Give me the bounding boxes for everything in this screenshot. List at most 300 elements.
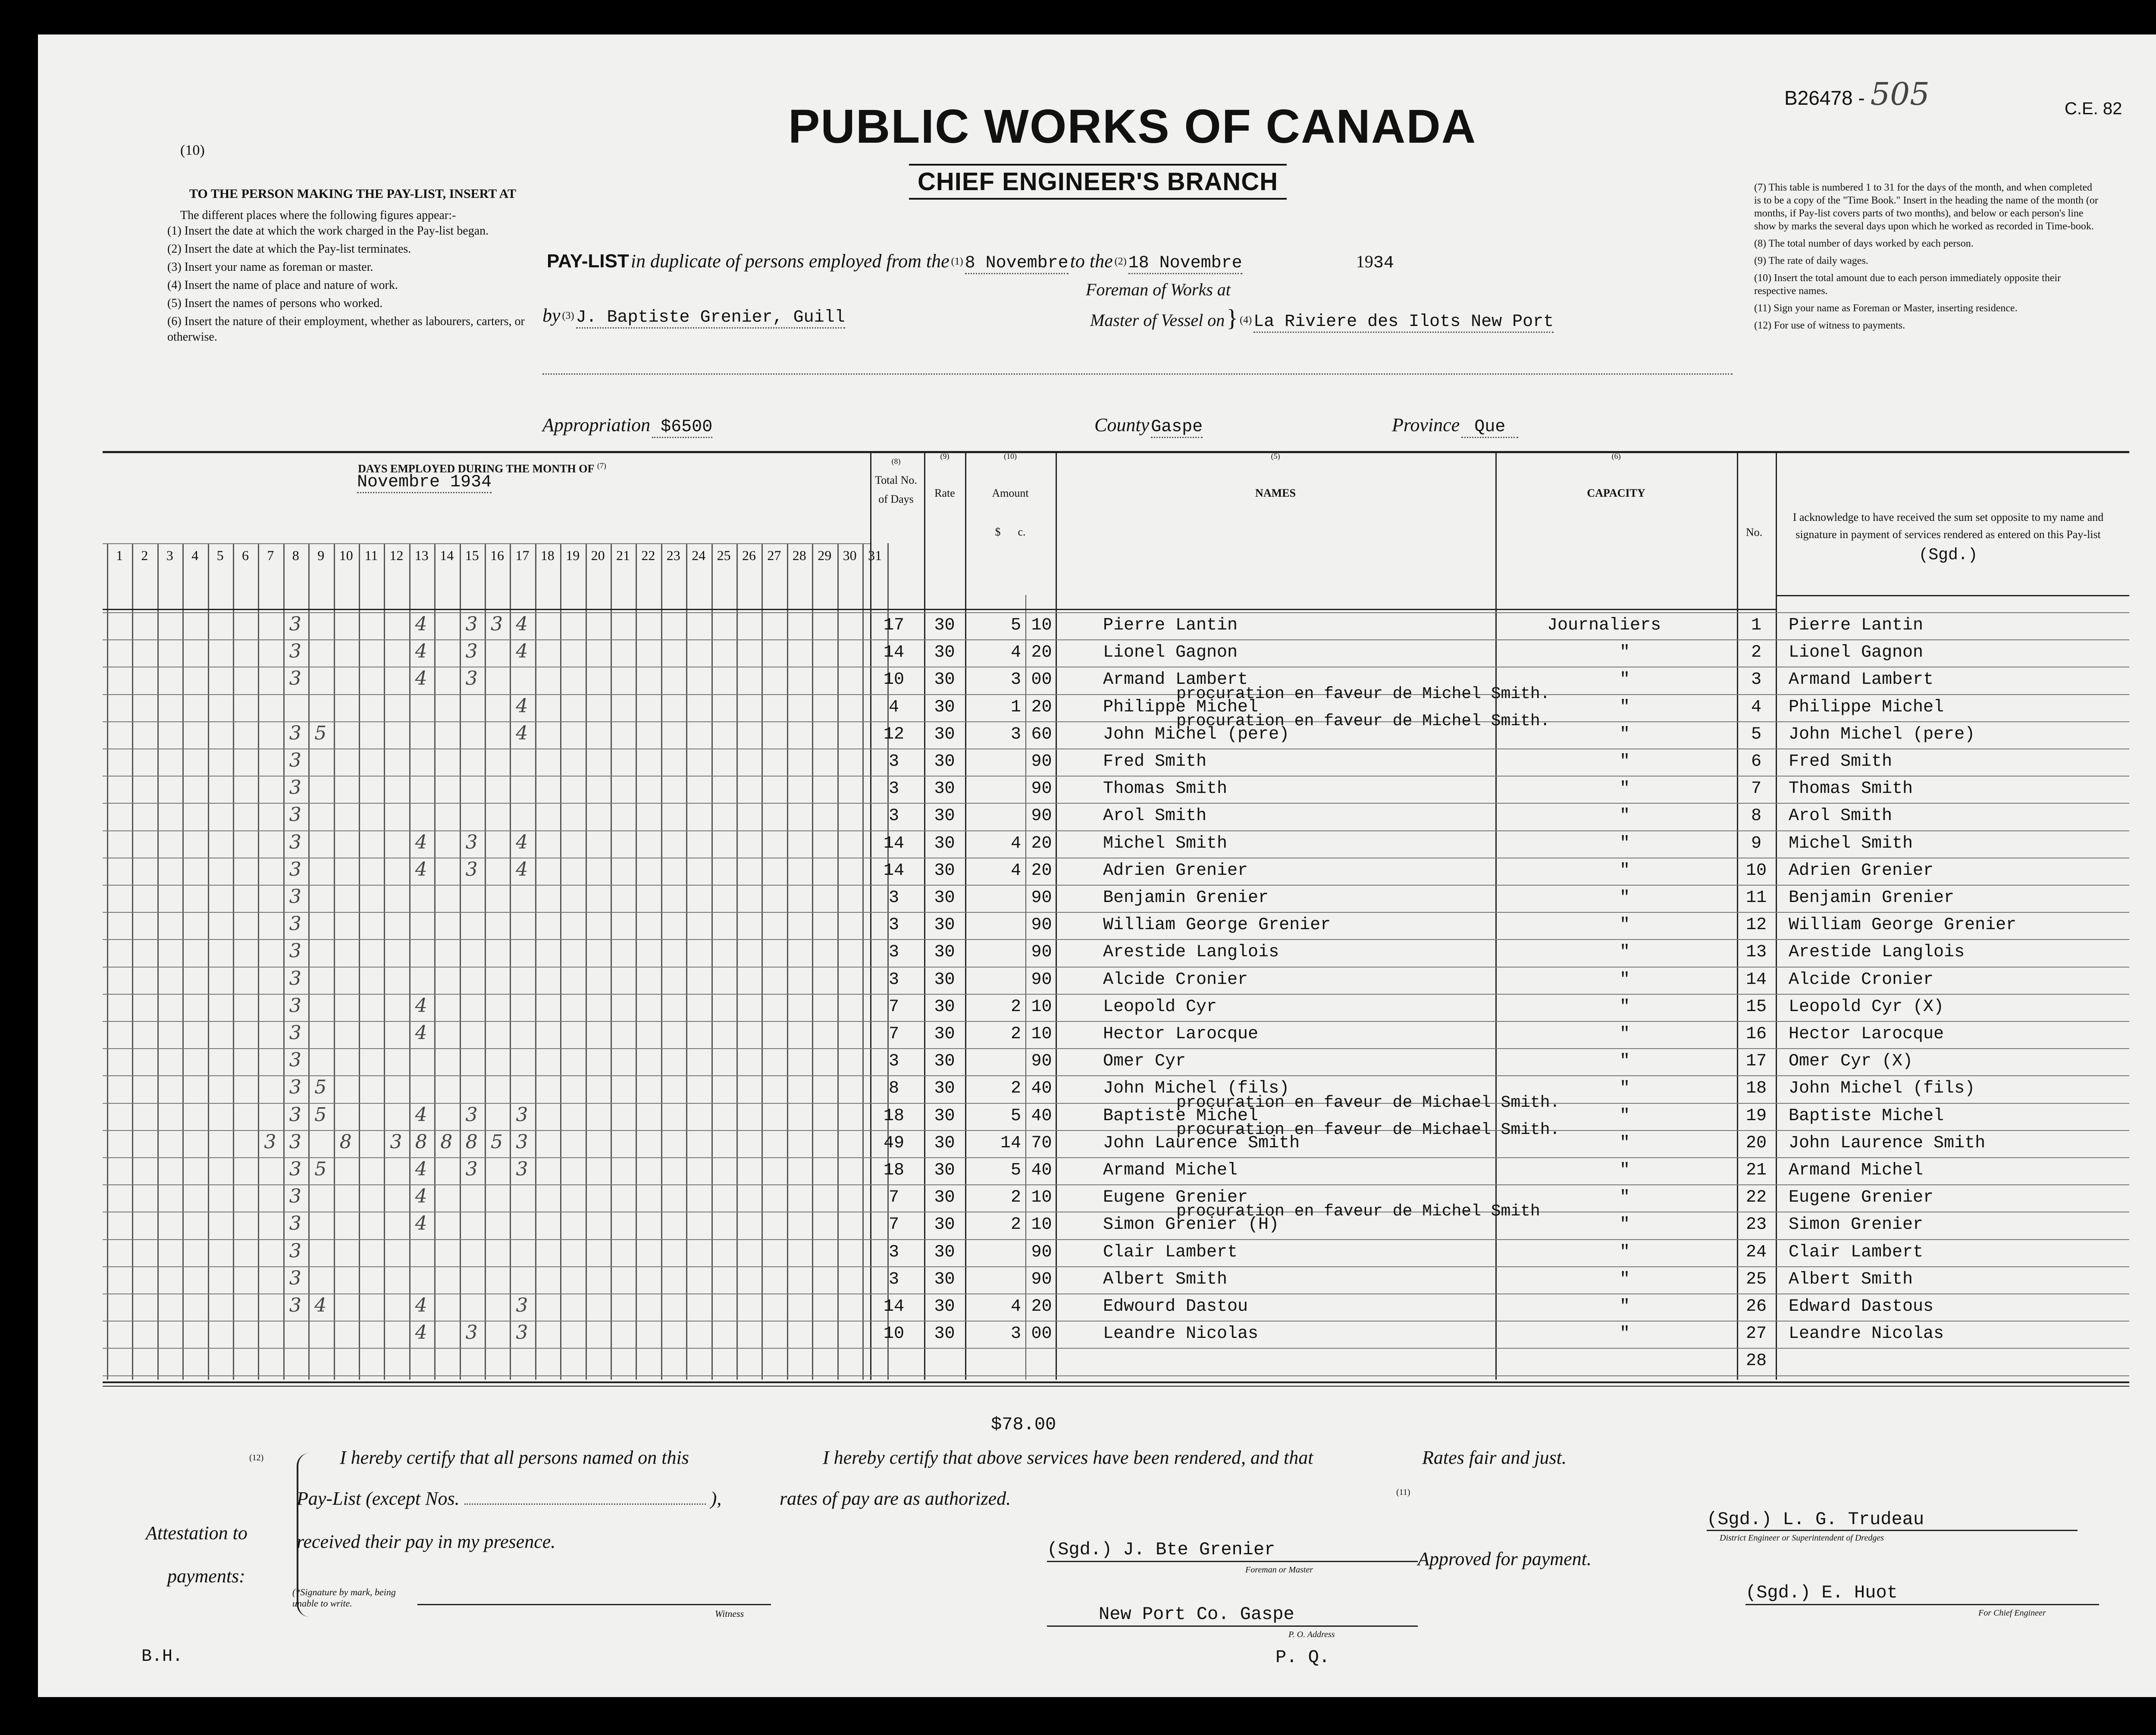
total-days: 3 <box>888 888 899 908</box>
footnote-12: (12) <box>249 1453 264 1463</box>
signature-name: Edward Dastous <box>1789 1297 1934 1316</box>
capacity: " <box>1619 888 1630 908</box>
chief-sign-line <box>1745 1604 2099 1605</box>
amount-cents: 90 <box>1031 806 1052 826</box>
day-column-line <box>510 543 511 1380</box>
day-column-line <box>560 543 561 1380</box>
year: 34 <box>1373 254 1394 273</box>
rate: 30 <box>934 1324 955 1344</box>
signature-name: Simon Grenier <box>1789 1215 1924 1235</box>
day-mark: 3 <box>289 749 301 771</box>
amount-dollars: 5 <box>1010 1161 1021 1180</box>
rate: 30 <box>934 1024 955 1044</box>
rate: 30 <box>934 997 955 1017</box>
chief-engineer-label: For Chief Engineer <box>1978 1608 2046 1618</box>
right-instructions <box>1754 181 2099 332</box>
day-mark: 4 <box>415 640 427 663</box>
rate-header: (9) Rate <box>934 452 955 499</box>
foreman-sign-line <box>1047 1561 1418 1562</box>
to-date: 18 Novembre <box>1128 254 1242 274</box>
day-mark: 3 <box>289 1267 301 1289</box>
column-line <box>1737 453 1738 1380</box>
row-rule <box>103 721 2129 722</box>
day-mark: 3 <box>289 858 301 880</box>
employee-name: Edwourd Dastou <box>1103 1297 1248 1316</box>
total-days: 18 <box>883 1106 904 1126</box>
amount-header: (10) Amount $ c. <box>992 452 1029 538</box>
day-column-line <box>157 543 159 1380</box>
amount-dollars: 3 <box>1010 1324 1021 1344</box>
procuration-note: procuration en faveur de Michael Smith. <box>1176 1120 1560 1139</box>
day-column-line <box>359 543 360 1380</box>
day-mark: 5 <box>314 722 327 744</box>
day-column-line <box>485 543 486 1380</box>
amount-cents: 60 <box>1031 724 1052 744</box>
day-mark: 3 <box>289 1131 301 1153</box>
day-mark: 3 <box>289 940 301 962</box>
rate: 30 <box>934 616 955 635</box>
signature-name: Fred Smith <box>1789 752 1893 771</box>
signature-name: Benjamin Grenier <box>1789 888 1955 908</box>
total-days: 10 <box>883 670 904 690</box>
row-rule <box>103 994 2129 995</box>
employee-name: Philippe Michel <box>1103 697 1259 717</box>
day-mark: 3 <box>465 1322 478 1344</box>
capacity: Journaliers <box>1547 616 1661 635</box>
province-line: Province Que <box>1392 414 1518 437</box>
day-mark: 4 <box>415 1158 427 1180</box>
day-mark: 4 <box>516 858 528 880</box>
row-rule <box>103 1103 2129 1104</box>
signature-name: Leandre Nicolas <box>1789 1324 1944 1344</box>
day-mark: 4 <box>415 1185 427 1208</box>
amount-cents: 40 <box>1031 1161 1052 1180</box>
employee-name: Fred Smith <box>1103 752 1207 771</box>
signature-name: Eugene Grenier <box>1789 1188 1934 1208</box>
employee-name: Eugene Grenier <box>1103 1188 1248 1208</box>
day-number: 28 <box>792 548 806 563</box>
rate: 30 <box>934 915 955 935</box>
row-rule <box>103 1293 2129 1294</box>
day-mark: 3 <box>289 804 301 826</box>
day-mark: 4 <box>516 695 528 717</box>
row-number: 11 <box>1745 888 1767 908</box>
amount-dollars: 2 <box>1010 1188 1021 1208</box>
payments-label: payments: <box>167 1566 245 1587</box>
day-number: 14 <box>440 548 454 563</box>
day-number: 25 <box>717 548 731 563</box>
ack-header-rule <box>1776 595 2129 596</box>
amount-dollars: 2 <box>1010 1079 1021 1099</box>
day-number: 22 <box>641 548 655 563</box>
foreman-name: J. Baptiste Grenier, Guill <box>576 308 845 329</box>
amount-dollars: 3 <box>1010 670 1021 690</box>
page-title: PUBLIC WORKS OF CANADA <box>788 100 1477 153</box>
amount-cents: 10 <box>1031 1188 1052 1208</box>
rate: 30 <box>934 1242 955 1262</box>
by-line: by $^{(3)}$ J. Baptiste Grenier, Guill <box>542 304 845 327</box>
capacity: " <box>1619 697 1630 717</box>
signature-name: Alcide Cronier <box>1789 970 1934 990</box>
instruction-item: (3) Insert your name as foreman or master. <box>167 260 373 274</box>
days-heading: DAYS EMPLOYED DURING THE MONTH OF $^{(7)}$ <box>358 461 606 475</box>
day-number: 30 <box>843 548 857 563</box>
signature-name: Armand Lambert <box>1789 670 1934 690</box>
procuration-note: procuration en faveur de Michel Smith <box>1176 1202 1540 1221</box>
rate: 30 <box>934 1215 955 1235</box>
day-mark: 3 <box>289 886 301 908</box>
appropriation-amount: $6500 <box>652 417 712 438</box>
day-mark: 4 <box>415 1294 427 1316</box>
day-column-line <box>837 543 839 1380</box>
procuration-note: procuration en faveur de Michel Smith. <box>1176 684 1550 703</box>
address-line <box>1047 1625 1418 1627</box>
rate: 30 <box>934 943 955 962</box>
day-mark: 4 <box>415 1103 427 1126</box>
day-column-line <box>636 543 637 1380</box>
amount-cents: 90 <box>1031 970 1052 990</box>
initials: B.H. <box>141 1647 183 1666</box>
rate: 30 <box>934 806 955 826</box>
day-mark: 3 <box>390 1131 402 1153</box>
reference-number: B26478 - 505 <box>1784 76 1930 112</box>
amount-cents: 20 <box>1031 833 1052 853</box>
day-mark: 3 <box>289 1103 301 1126</box>
day-column-line <box>409 543 411 1380</box>
row-number: 24 <box>1745 1242 1767 1262</box>
capacity: " <box>1619 915 1630 935</box>
day-mark: 3 <box>465 831 478 853</box>
row-number: 12 <box>1745 915 1767 935</box>
from-date: 8 Novembre <box>965 254 1069 274</box>
rates-authorized: rates of pay are as authorized. <box>780 1488 1011 1509</box>
row-number: 26 <box>1745 1297 1767 1316</box>
total-days: 17 <box>883 616 904 635</box>
amount-cents: 90 <box>1031 943 1052 962</box>
amount-cents: 40 <box>1031 1106 1052 1126</box>
capacity: " <box>1619 861 1630 880</box>
total-days: 3 <box>888 779 899 799</box>
signature-name: Philippe Michel <box>1789 697 1944 717</box>
employee-name: John Laurence Smith <box>1103 1133 1300 1153</box>
amount-dollars: 3 <box>1010 724 1021 744</box>
capacity: " <box>1619 806 1630 826</box>
employee-name: Adrien Grenier <box>1103 861 1248 880</box>
day-mark: 5 <box>314 1076 327 1099</box>
day-number: 13 <box>414 548 429 563</box>
day-column-line <box>787 543 788 1380</box>
day-number: 10 <box>339 548 353 563</box>
day-mark: 3 <box>289 1022 301 1044</box>
capacity: " <box>1619 1024 1630 1044</box>
paylist-except: Pay-List (except Nos. ), <box>297 1488 722 1509</box>
witness-label: Witness <box>715 1608 744 1619</box>
cents-line <box>1025 595 1026 1380</box>
day-mark: 3 <box>289 1212 301 1235</box>
day-header-rule <box>103 543 870 544</box>
day-column-line <box>182 543 184 1380</box>
day-mark: 4 <box>415 1212 427 1235</box>
row-rule <box>103 1048 2129 1049</box>
day-column-line <box>434 543 436 1380</box>
total-days: 7 <box>888 1188 899 1208</box>
row-rule <box>103 1321 2129 1322</box>
po-address: New Port Co. Gaspe <box>1099 1604 1294 1625</box>
amount-dollars: 4 <box>1010 643 1021 663</box>
mark-note: (*Signature by mark, being unable to write. <box>292 1587 396 1609</box>
certify-left: I hereby certify that all persons named on this <box>340 1447 689 1468</box>
employee-name: Simon Grenier (H) <box>1103 1215 1279 1235</box>
day-column-line <box>384 543 385 1380</box>
day-mark: 4 <box>314 1294 327 1316</box>
row-number: 17 <box>1745 1052 1767 1071</box>
signature-name: John Laurence Smith <box>1789 1133 1986 1153</box>
day-mark: 8 <box>339 1131 352 1153</box>
capacity: " <box>1619 1079 1630 1099</box>
employee-name: Armand Michel <box>1103 1161 1238 1180</box>
signature-name: John Michel (pere) <box>1789 724 1975 744</box>
total-days: 10 <box>883 1324 904 1344</box>
employee-name: John Michel (pere) <box>1103 724 1290 744</box>
day-number: 21 <box>616 548 630 563</box>
approved-payment: Approved for payment. <box>1418 1548 1592 1569</box>
day-mark: 4 <box>516 640 528 663</box>
day-number: 24 <box>692 548 706 563</box>
day-number: 26 <box>742 548 756 563</box>
row-rule <box>103 912 2129 913</box>
day-column-line <box>736 543 738 1380</box>
amount-cents: 40 <box>1031 1079 1052 1099</box>
day-mark: 3 <box>465 640 478 663</box>
month-value: Novembre 1934 <box>357 473 492 493</box>
total-days: 8 <box>888 1079 899 1099</box>
signature-name: Armand Michel <box>1789 1161 1924 1180</box>
rate: 30 <box>934 752 955 771</box>
rate: 30 <box>934 724 955 744</box>
row-number: 25 <box>1745 1269 1767 1289</box>
day-mark: 3 <box>516 1103 528 1126</box>
capacity-header: (6) CAPACITY <box>1587 452 1645 499</box>
row-rule <box>103 639 2129 640</box>
row-number: 4 <box>1751 697 1761 717</box>
row-number: 8 <box>1751 806 1761 826</box>
capacity: " <box>1619 1052 1630 1071</box>
capacity: " <box>1619 724 1630 744</box>
chief-signature: (Sgd.) E. Huot <box>1745 1582 1898 1603</box>
procuration-note: procuration en faveur de Michael Smith. <box>1176 1093 1560 1112</box>
capacity: " <box>1619 670 1630 690</box>
rate: 30 <box>934 643 955 663</box>
capacity: " <box>1619 1188 1630 1208</box>
row-number: 28 <box>1745 1351 1767 1371</box>
employee-name: Benjamin Grenier <box>1103 888 1269 908</box>
employee-name: John Michel (fils) <box>1103 1079 1290 1099</box>
total-days: 3 <box>888 1052 899 1071</box>
instruction-item: (6) Insert the nature of their employment, whether as labourers, carters, or otherwise. <box>167 315 525 344</box>
signature-name: Omer Cyr (X) <box>1789 1052 1913 1071</box>
day-mark: 3 <box>516 1322 528 1344</box>
grand-total: $78.00 <box>991 1414 1056 1435</box>
day-number: 8 <box>292 548 299 563</box>
day-number: 2 <box>141 548 148 563</box>
day-number: 4 <box>191 548 199 563</box>
row-number: 21 <box>1745 1161 1767 1180</box>
signature-name: Thomas Smith <box>1789 779 1913 799</box>
capacity: " <box>1619 643 1630 663</box>
day-column-line <box>535 543 536 1380</box>
day-mark: 3 <box>465 613 478 635</box>
capacity: " <box>1619 943 1630 962</box>
signature-name: Lionel Gagnon <box>1789 643 1924 663</box>
instruction-item: (12) For use of witness to payments. <box>1754 320 1905 331</box>
day-mark: 3 <box>289 994 301 1017</box>
branch-subtitle: CHIEF ENGINEER'S BRANCH <box>909 164 1287 200</box>
total-days: 3 <box>888 806 899 826</box>
row-number: 22 <box>1745 1188 1767 1208</box>
row-rule <box>103 967 2129 968</box>
day-column-line <box>761 543 763 1380</box>
signature-name: Leopold Cyr (X) <box>1789 997 1944 1017</box>
total-days-header: (8) Total No. of Days <box>875 457 917 505</box>
employee-name: Leopold Cyr <box>1103 997 1217 1017</box>
amount-dollars: 4 <box>1010 1297 1021 1316</box>
row-rule <box>103 1348 2129 1349</box>
row-number: 14 <box>1745 970 1767 990</box>
employee-name: Clair Lambert <box>1103 1242 1238 1262</box>
rate: 30 <box>934 888 955 908</box>
day-mark: 5 <box>314 1158 327 1180</box>
amount-dollars: 4 <box>1010 833 1021 853</box>
day-number: 23 <box>666 548 680 563</box>
day-number: 29 <box>818 548 832 563</box>
day-mark: 4 <box>516 613 528 635</box>
day-column-line <box>586 543 587 1380</box>
employee-name: Arestide Langlois <box>1103 943 1279 962</box>
amount-dollars: 14 <box>1000 1133 1021 1153</box>
amount-cents: 10 <box>1031 1024 1052 1044</box>
rate: 30 <box>934 1133 955 1153</box>
instruction-item: (4) Insert the name of place and nature of work. <box>167 279 398 292</box>
row-number: 5 <box>1751 724 1761 744</box>
row-number: 15 <box>1745 997 1767 1017</box>
amount-dollars: 2 <box>1010 1024 1021 1044</box>
total-days: 3 <box>888 915 899 935</box>
day-number: 1 <box>116 548 123 563</box>
row-rule <box>103 1266 2129 1267</box>
amount-cents: 10 <box>1031 616 1052 635</box>
day-number: 11 <box>364 548 378 563</box>
day-number: 12 <box>389 548 404 563</box>
employee-name: Baptiste Michel <box>1103 1106 1259 1126</box>
instructions-heading: TO THE PERSON MAKING THE PAY-LIST, INSERT AT <box>189 187 517 201</box>
day-mark: 4 <box>415 1022 427 1044</box>
row-rule <box>103 1157 2129 1158</box>
row-number: 7 <box>1751 779 1761 799</box>
amount-dollars: 5 <box>1010 1106 1021 1126</box>
rate: 30 <box>934 833 955 853</box>
amount-dollars: 2 <box>1010 1215 1021 1235</box>
amount-cents: 90 <box>1031 888 1052 908</box>
instruction-item: (7) This table is numbered 1 to 31 for the days of the month, and when completed is to be a copy of the "Time Book." Insert in the heading the name of the month (or months, if Pay-list covers parts of two months), and below or each person's line show by marks the several days upon which he worked as recorded in Time-book. <box>1754 182 2098 232</box>
total-days: 18 <box>883 1161 904 1180</box>
day-mark: 4 <box>516 831 528 853</box>
instruction-item: (9) The rate of daily wages. <box>1754 255 1868 266</box>
capacity: " <box>1619 970 1630 990</box>
amount-cents: 20 <box>1031 697 1052 717</box>
amount-cents: 20 <box>1031 861 1052 880</box>
rate: 30 <box>934 697 955 717</box>
row-rule <box>103 1075 2129 1076</box>
day-mark: 3 <box>289 1240 301 1262</box>
total-days: 3 <box>888 943 899 962</box>
employee-name: William George Grenier <box>1103 915 1331 935</box>
day-mark: 3 <box>465 667 478 690</box>
instruction-item: (11) Sign your name as Foreman or Master, inserting residence. <box>1754 303 2018 314</box>
day-mark: 3 <box>289 831 301 853</box>
day-mark: 5 <box>314 1103 327 1126</box>
row-number: 1 <box>1751 616 1761 635</box>
table-bottom-rule <box>103 1381 2129 1383</box>
day-number: 6 <box>242 548 249 563</box>
day-column-line <box>661 543 662 1380</box>
day-mark: 3 <box>289 1076 301 1099</box>
row-rule <box>103 748 2129 749</box>
received-pay: received their pay in my presence. <box>297 1531 556 1552</box>
total-days: 14 <box>883 861 904 880</box>
row-number: 18 <box>1745 1079 1767 1099</box>
day-column-line <box>283 543 285 1380</box>
rate: 30 <box>934 779 955 799</box>
row-rule <box>103 1375 2129 1376</box>
capacity: " <box>1619 997 1630 1017</box>
day-mark: 3 <box>289 1294 301 1316</box>
rate: 30 <box>934 1106 955 1126</box>
amount-cents: 10 <box>1031 1215 1052 1235</box>
column-line <box>1776 453 1777 1380</box>
row-rule <box>103 830 2129 831</box>
paylist-document <box>38 34 2156 1697</box>
day-mark: 3 <box>289 640 301 663</box>
row-number: 13 <box>1745 943 1767 962</box>
amount-cents: 90 <box>1031 1269 1052 1289</box>
foreman-master-label: Foreman or Master <box>1245 1565 1313 1575</box>
row-rule <box>103 1130 2129 1131</box>
instruction-item: (8) The total number of days worked by each person. <box>1754 238 1974 249</box>
signature-name: Albert Smith <box>1789 1269 1913 1289</box>
row-number: 10 <box>1745 861 1767 880</box>
day-mark: 8 <box>465 1131 478 1153</box>
signature-name: Michel Smith <box>1789 833 1913 853</box>
amount-cents: 00 <box>1031 1324 1052 1344</box>
instruction-item: (2) Insert the date at which the Pay-list terminates. <box>167 242 411 256</box>
capacity: " <box>1619 779 1630 799</box>
day-mark: 3 <box>289 967 301 990</box>
employee-name: Omer Cyr <box>1103 1052 1186 1071</box>
day-column-line <box>460 543 461 1380</box>
day-number: 3 <box>166 548 173 563</box>
engineer-signature: (Sgd.) L. G. Trudeau <box>1707 1509 1924 1530</box>
day-mark: 3 <box>289 1158 301 1180</box>
day-mark: 3 <box>289 1185 301 1208</box>
row-number: 20 <box>1745 1133 1767 1153</box>
total-days: 3 <box>888 1242 899 1262</box>
total-days: 3 <box>888 1269 899 1289</box>
total-days: 7 <box>888 1024 899 1044</box>
rate: 30 <box>934 1161 955 1180</box>
row-number: 16 <box>1745 1024 1767 1044</box>
row-rule <box>103 612 2129 613</box>
day-number: 20 <box>591 548 605 563</box>
